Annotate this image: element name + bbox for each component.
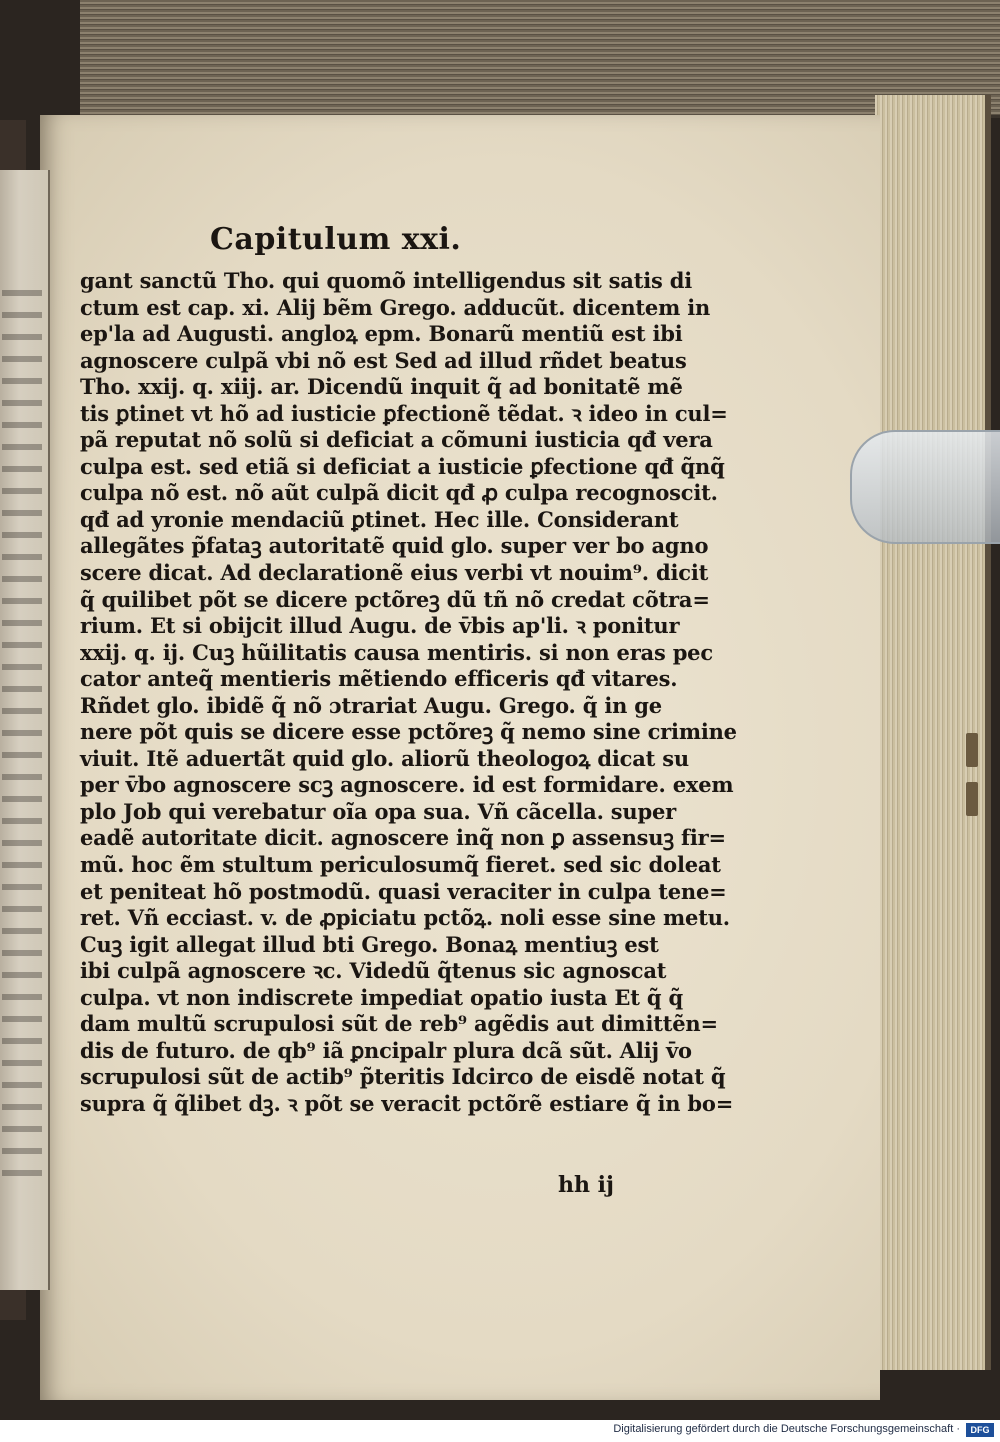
text-line: scere dicat. Ad declarationẽ eius verbi vt nouim⁹. dicit	[80, 560, 709, 586]
text-line: qđ ad yronie mendaciũ ꝑtinet. Hec ille. Considerant	[80, 506, 679, 532]
text-line: dis de futuro. de qb⁹ iã ꝑncipalr plura dcã sũt. Alij v̄o	[80, 1037, 692, 1063]
page-clamp	[850, 430, 1000, 544]
text-line: viuit. Itẽ aduertãt quid glo. aliorũ theologoꝝ dicat su	[80, 745, 689, 771]
page-tab	[966, 733, 978, 767]
text-line: culpa. vt non indiscrete impediat opatio iusta Et q̃ q̃	[80, 984, 683, 1010]
text-line: q̃ quilibet põt se dicere pctõreꝫ dũ tñ nõ credat cõtra=	[80, 586, 710, 612]
text-line: pã reputat nõ solũ si deficiat a cõmuni iusticia qđ vera	[80, 427, 713, 453]
text-line: dam multũ scrupulosi sũt de reb⁹ agẽdis aut dimittẽn=	[80, 1011, 718, 1037]
text-line: culpa est. sed etiã si deficiat a iusticie ꝑfectione qđ q̃nq̃	[80, 453, 725, 479]
text-line: tis ꝑtinet vt hõ ad iusticie ꝑfectionẽ tẽdat. ꝛ ideo in cul=	[80, 400, 728, 426]
text-line: per v̄bo agnoscere scꝫ agnoscere. id est formidare. exem	[80, 772, 734, 798]
facing-page-edge	[0, 170, 50, 1290]
page-text-block	[80, 268, 737, 1118]
text-line: scrupulosi sũt de actib⁹ p̃teritis Idcirco de eisdẽ notat q̃	[80, 1064, 726, 1090]
text-line: et peniteat hõ postmodũ. quasi veraciter in culpa tene=	[80, 878, 727, 904]
text-line: mũ. hoc ẽm stultum periculosumq̃ fieret. sed sic doleat	[80, 852, 721, 878]
dfg-logo: DFG	[966, 1423, 994, 1437]
text-line: ibi culpã agnoscere ꝛc. Videdũ q̃tenus sic agnoscat	[80, 958, 667, 984]
text-line: ret. Vñ ecciast. v. de ꝓpiciatu pctõꝝ. noli esse sine metu.	[80, 905, 730, 931]
signature-mark: hh ij	[558, 1172, 614, 1198]
text-line: ep'la ad Augusti. angloꝝ epm. Bonarũ mentiũ est ibi	[80, 321, 683, 347]
footer-bar	[0, 1420, 1000, 1442]
text-line: agnoscere culpã vbi nõ est Sed ad illud rñdet beatus	[80, 347, 687, 373]
facing-page-text-fragment	[2, 290, 42, 1190]
text-line: plo Job qui verebatur oĩa opa sua. Vñ cãcella. super	[80, 798, 677, 824]
text-line: nere põt quis se dicere esse pctõreꝫ q̃ nemo sine crimine	[80, 719, 737, 745]
text-line: gant sanctũ Tho. qui quomõ intelligendus sit satis di	[80, 268, 692, 293]
text-line: allegãtes p̃fataꝫ autoritatẽ quid glo. super ver bo agno	[80, 533, 709, 559]
book-top-edge	[80, 0, 1000, 118]
funding-credit: Digitalisierung gefördert durch die Deutsche Forschungsgemeinschaft ·	[613, 1423, 960, 1435]
text-line: rium. Et si obijcit illud Augu. de v̄bis ap'li. ꝛ ponitur	[80, 613, 680, 639]
text-line: eadẽ autoritate dicit. agnoscere inq̃ non ꝑ assensuꝫ fir=	[80, 825, 726, 851]
text-line: cator anteq̃ mentieris mẽtiendo efficeris qđ vitares.	[80, 666, 678, 692]
text-line: Tho. xxij. q. xiij. ar. Dicendũ inquit q̃ ad bonitatẽ mẽ	[80, 374, 683, 400]
page-tab	[966, 782, 978, 816]
text-line: culpa nõ est. nõ aũt culpã dicit qđ ꝓ culpa recognoscit.	[80, 480, 718, 506]
text-line: Rñdet glo. ibidẽ q̃ nõ ɔtrariat Augu. Grego. q̃ in ge	[80, 692, 662, 718]
text-line: xxij. q. ij. Cuꝫ hũilitatis causa mentiris. si non eras pec	[80, 639, 713, 665]
chapter-heading: Capitulum xxi.	[210, 222, 462, 257]
text-line: supra q̃ q̃libet dꝫ. ꝛ põt se veracit pctõrẽ estiare q̃ in bo=	[80, 1090, 734, 1116]
text-line: Cuꝫ igit allegat illud bti Grego. Bonaꝝ mentiuꝫ est	[80, 931, 659, 957]
text-line: ctum est cap. xi. Alij bẽm Grego. adducũt. dicentem in	[80, 294, 711, 320]
